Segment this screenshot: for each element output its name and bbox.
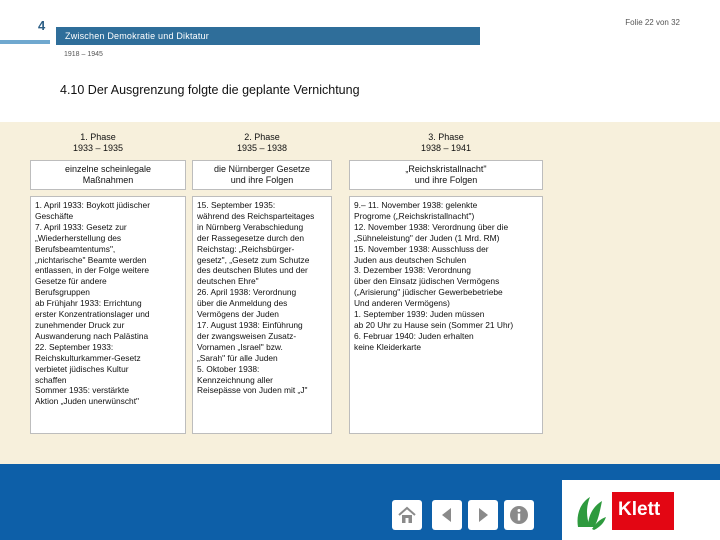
phase-1-label: 1. Phase	[80, 132, 116, 142]
event-line: Reichstag: „Reichsbürger-	[197, 243, 295, 254]
event-line: ab Frühjahr 1933: Errichtung	[35, 298, 142, 309]
event-line: „Wiederherstellung des	[35, 232, 122, 243]
event-line: 6. Februar 1940: Juden erhalten	[354, 330, 474, 341]
event-line: entlassen, in der Folge weitere	[35, 265, 150, 276]
event-line: 15. November 1938: Ausschluss der	[354, 243, 489, 254]
phase-2-years: 1935 – 1938	[236, 143, 288, 153]
back-button[interactable]	[432, 500, 462, 530]
phase-2-subtitle-line: und ihre Folgen	[230, 175, 294, 185]
event-line: „nichtarische" Beamte werden	[35, 254, 147, 265]
event-line: 17. August 1938: Einführung	[197, 319, 303, 330]
phase-3-label: 3. Phase	[428, 132, 464, 142]
event-line: „Sühneleistung" der Juden (1 Mrd. RM)	[354, 232, 500, 243]
event-line: Kennzeichnung aller	[197, 374, 273, 385]
event-line: der zwangsweisen Zusatz-	[197, 330, 297, 341]
event-line: 26. April 1938: Verordnung	[197, 287, 297, 298]
event-line: keine Kleiderkarte	[354, 341, 422, 352]
event-line: schaffen	[35, 374, 67, 385]
phase-1-header	[30, 132, 166, 154]
event-line: Aktion „Juden unerwünscht"	[35, 396, 139, 407]
phase-3-events	[349, 196, 543, 434]
event-line: Berufsbeamtentums",	[35, 243, 116, 254]
forward-icon	[473, 505, 493, 525]
phase-1-subtitle-box	[30, 160, 186, 190]
slide-title: 4.10 Der Ausgrenzung folgte die geplante Vernichtung	[60, 83, 360, 97]
phase-1-subtitle-line: einzelne scheinlegale	[64, 164, 152, 174]
left-accent-line	[0, 40, 50, 44]
home-icon	[397, 505, 417, 525]
phase-2-events	[192, 196, 332, 434]
chapter-number: 4	[38, 18, 46, 33]
event-line: 1. September 1939: Juden müssen	[354, 309, 485, 320]
event-line: ab 20 Uhr zu Hause sein (Sommer 21 Uhr)	[354, 319, 514, 330]
event-line: Auswanderung nach Palästina	[35, 330, 149, 341]
phase-1-years: 1933 – 1935	[72, 143, 124, 153]
event-line: in Nürnberg Verabschiedung	[197, 221, 304, 232]
klett-leaf-icon	[572, 493, 608, 531]
slide-counter: Folie 22 von 32	[625, 18, 680, 27]
event-line: Gesetze für andere	[35, 276, 107, 287]
phase-3-years: 1938 – 1941	[420, 143, 472, 153]
event-line: 9.– 11. November 1938: gelenkte	[354, 200, 478, 210]
event-line: der Rassegesetze durch den	[197, 232, 305, 243]
info-button[interactable]	[504, 500, 534, 530]
phase-3-header	[349, 132, 543, 154]
event-line: 5. Oktober 1938:	[197, 363, 260, 374]
event-line: Und anderen Vermögens)	[354, 298, 450, 309]
event-line: Sommer 1935: verstärkte	[35, 385, 130, 396]
event-line: gesetz", „Gesetz zum Schutze	[197, 254, 310, 265]
event-line: Geschäfte	[35, 210, 74, 221]
event-line: Progrome („Reichskristallnacht")	[354, 210, 475, 221]
event-line: Reichskulturkammer-Gesetz	[35, 352, 141, 363]
phase-1-subtitle-line: Maßnahmen	[82, 175, 134, 185]
event-line: („Arisierung" jüdischer Gewerbebetriebe	[354, 287, 503, 298]
event-line: über den Einsatz jüdischen Vermögens	[354, 276, 500, 287]
event-line: erster Konzentrationslager und	[35, 309, 150, 320]
event-line: Reisepässe von Juden mit „J"	[197, 385, 308, 396]
phase-3-subtitle-line: und ihre Folgen	[414, 175, 478, 185]
event-line: Vornamen „Israel" bzw.	[197, 341, 283, 352]
info-icon	[509, 505, 529, 525]
event-line: 22. September 1933:	[35, 341, 114, 352]
phase-3-subtitle-line: „Reichskristallnacht"	[405, 164, 487, 174]
phase-2-subtitle-box	[192, 160, 332, 190]
phase-1-events	[30, 196, 186, 434]
event-line: „Sarah" für alle Juden	[197, 352, 278, 363]
phase-2-header	[192, 132, 332, 154]
event-line: 3. Dezember 1938: Verordnung	[354, 265, 471, 276]
klett-brand-text: Klett	[618, 499, 661, 520]
event-line: 7. April 1933: Gesetz zur	[35, 221, 127, 232]
event-line: 1. April 1933: Boykott jüdischer	[35, 200, 150, 210]
event-line: deutschen Ehre"	[197, 276, 259, 287]
phase-2-label: 2. Phase	[244, 132, 280, 142]
chapter-years: 1918 – 1945	[64, 51, 103, 58]
event-line: zunehmender Druck zur	[35, 319, 125, 330]
phase-2-subtitle-line: die Nürnberger Gesetze	[213, 164, 311, 174]
back-icon	[437, 505, 457, 525]
event-line: Vermögens der Juden	[197, 309, 279, 320]
chapter-title: Zwischen Demokratie und Diktatur	[65, 31, 209, 41]
event-line: 15. September 1935:	[197, 200, 276, 210]
phase-3-subtitle-box	[349, 160, 543, 190]
event-line: verbietet jüdisches Kultur	[35, 363, 129, 374]
event-line: Juden aus deutschen Schulen	[354, 254, 467, 265]
klett-brand-box	[612, 492, 674, 530]
klett-logo-area	[562, 480, 720, 540]
forward-button[interactable]	[468, 500, 498, 530]
event-line: 12. November 1938: Verordnung über die	[354, 221, 509, 232]
home-button[interactable]	[392, 500, 422, 530]
chapter-title-bar	[56, 27, 480, 45]
event-line: des deutschen Blutes und der	[197, 265, 308, 276]
event-line: Berufsgruppen	[35, 287, 90, 298]
event-line: während des Reichsparteitages	[197, 210, 315, 221]
event-line: über die Anmeldung des	[197, 298, 288, 309]
